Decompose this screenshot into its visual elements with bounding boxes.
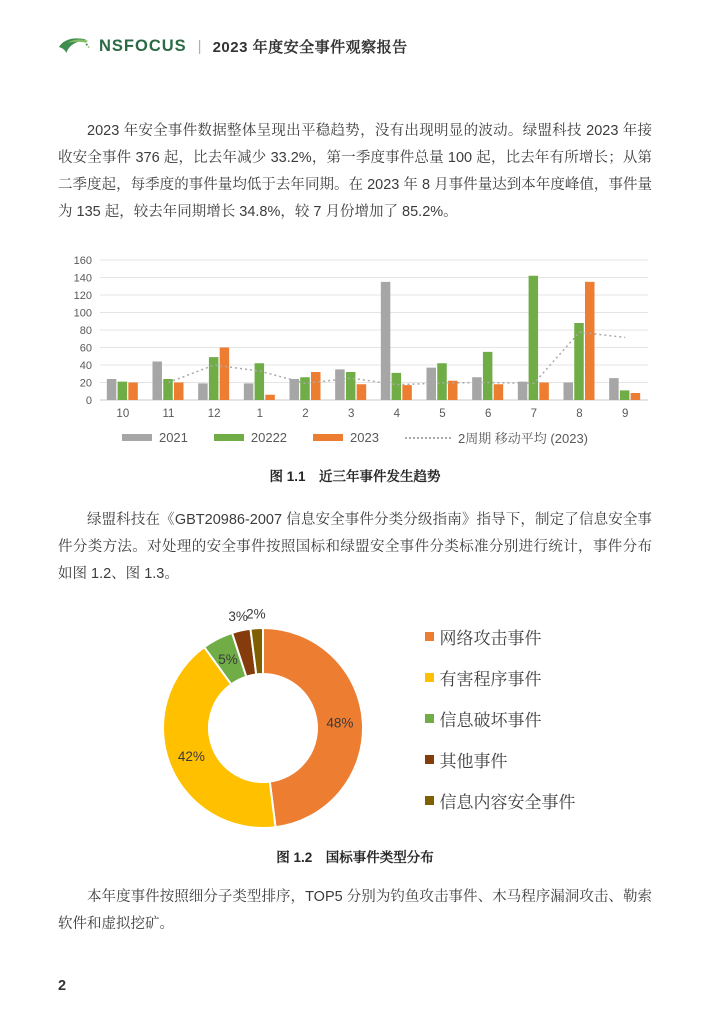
legend-swatch	[214, 434, 244, 441]
y-axis-tick-label: 120	[73, 290, 92, 302]
x-axis-tick-label: 6	[484, 408, 492, 420]
legend-label: 网络攻击事件	[439, 628, 542, 648]
legend-label: 2023	[350, 430, 379, 445]
bar-2021-month-2	[290, 379, 300, 400]
bar-2021-month-11	[153, 362, 163, 401]
legend-item-2021	[122, 430, 188, 445]
donut-figure	[58, 598, 652, 838]
x-axis-tick-label: 12	[207, 408, 221, 420]
legend-label: 2周期 移动平均 (2023)	[457, 431, 589, 446]
x-axis-tick-label: 7	[530, 408, 538, 420]
donut-chart-event-types	[135, 598, 391, 838]
y-axis-tick-label: 40	[79, 360, 92, 372]
x-axis-tick-label: 8	[576, 408, 583, 420]
y-axis-tick-label: 100	[73, 307, 92, 320]
bar-chart-monthly-events	[58, 252, 652, 422]
legend-label: 2021	[158, 430, 188, 445]
legend-item-2023	[313, 430, 379, 445]
report-title: 2023 年度安全事件观察报告	[212, 38, 408, 56]
legend-item-moving-average	[405, 428, 588, 447]
bar-2023-month-12	[220, 348, 230, 401]
page-number: 2	[58, 978, 67, 994]
bar-2021-month-6	[472, 377, 482, 400]
paragraph-classification: 绿盟科技在《GBT20986-2007 信息安全事件分类分级指南》指导下，制定了信息安全事件分类方法。对处理的安全事件按照国标和绿盟安全事件分类标准分别进行统计，事件分布如图 1.2、图 1.3。	[58, 512, 652, 582]
bar-2021-month-9	[609, 378, 619, 400]
donut-legend-item-信息破坏事件	[425, 706, 576, 731]
donut-value-label: 42%	[177, 748, 205, 764]
paragraph-overview: 2023 年安全事件数据整体呈现出平稳趋势，没有出现明显的波动。绿盟科技 2023 年接收安全事件 376 起，比去年减少 33.2%，第一季度事件总量 100 起，比去年有所增长；从第二季度起，每季度的事件量均低于去年同期。在 2023 年 8 月事件量达到本年度峰值，事件量为 135 起，较去年同期增长 34.8%，较 7 月份增加了 85.2%。	[58, 123, 652, 220]
x-axis-tick-label: 1	[256, 408, 264, 420]
bar-20222-month-11	[163, 379, 173, 400]
bar-2023-month-7	[539, 383, 549, 401]
donut-value-label: 2%	[245, 606, 266, 622]
y-axis-tick-label: 20	[79, 377, 92, 390]
legend-dotted-line	[405, 437, 451, 439]
bar-2021-month-12	[198, 383, 208, 400]
bar-20222-month-4	[392, 373, 402, 400]
donut-chart-legend	[425, 624, 576, 813]
figure1-caption: 图 1.1 近三年事件发生趋势	[269, 469, 441, 484]
donut-legend-item-有害程序事件	[425, 665, 576, 690]
y-axis-tick-label: 160	[73, 255, 92, 267]
bar-20222-month-9	[620, 390, 630, 400]
legend-label: 信息破坏事件	[439, 710, 542, 730]
bar-2021-month-4	[381, 282, 391, 400]
bar-2021-month-3	[335, 369, 345, 400]
legend-label: 信息内容安全事件	[439, 792, 576, 812]
legend-label: 20222	[250, 430, 288, 445]
paragraph-top5: 本年度事件按照细分子类型排序，TOP5 分别为钓鱼攻击事件、木马程序漏洞攻击、勒索软件和虚拟挖矿。	[58, 889, 652, 932]
legend-item-20222	[214, 430, 287, 445]
x-axis-tick-label: 2	[302, 408, 309, 420]
donut-legend-item-其他事件	[425, 747, 576, 772]
bar-20222-month-1	[255, 363, 264, 400]
donut-value-label: 3%	[227, 609, 248, 625]
bar-2023-month-2	[311, 372, 321, 400]
y-axis-tick-label: 140	[73, 272, 92, 285]
legend-swatch	[425, 673, 434, 682]
legend-swatch	[425, 755, 434, 764]
bar-20222-month-3	[346, 372, 356, 400]
bar-2023-month-1	[265, 395, 275, 400]
y-axis-tick-label: 80	[79, 325, 92, 337]
report-page	[0, 34, 710, 938]
bar-2023-month-10	[128, 383, 138, 401]
x-axis-tick-label: 9	[621, 408, 629, 420]
legend-swatch	[425, 796, 434, 805]
bar-2021-month-1	[244, 383, 254, 400]
bar-20222-month-6	[483, 352, 493, 400]
bar-chart-legend	[58, 428, 652, 447]
legend-swatch	[122, 434, 152, 441]
y-axis-tick-label: 60	[79, 342, 92, 355]
legend-label: 其他事件	[439, 751, 508, 771]
donut-value-label: 5%	[217, 651, 238, 667]
x-axis-tick-label: 3	[347, 408, 355, 420]
bar-2023-month-3	[357, 384, 367, 400]
bar-20222-month-2	[300, 377, 310, 400]
x-axis-tick-label: 11	[162, 408, 175, 420]
bar-2023-month-8	[585, 282, 595, 400]
nsfocus-logo-icon	[58, 36, 90, 56]
legend-swatch	[425, 632, 434, 641]
bar-20222-month-12	[209, 357, 219, 400]
legend-label: 有害程序事件	[439, 669, 542, 689]
bar-20222-month-10	[118, 382, 128, 400]
x-axis-tick-label: 4	[393, 408, 401, 420]
bar-2023-month-5	[448, 381, 458, 400]
brand-name: NSFOCUS	[99, 36, 187, 55]
bar-2023-month-6	[494, 384, 504, 400]
bar-2023-month-4	[402, 385, 412, 400]
donut-legend-item-网络攻击事件	[425, 624, 576, 649]
bar-2023-month-11	[174, 383, 184, 401]
header-divider: |	[197, 37, 202, 55]
x-axis-tick-label: 5	[439, 408, 446, 420]
bar-2023-month-9	[631, 393, 641, 400]
y-axis-tick-label: 0	[85, 395, 92, 407]
bar-2021-month-7	[518, 382, 528, 400]
bar-20222-month-7	[529, 276, 539, 400]
bar-2021-month-10	[107, 379, 117, 400]
legend-swatch	[313, 434, 343, 441]
figure2-caption: 图 1.2 国标事件类型分布	[276, 850, 434, 865]
bar-2021-month-8	[564, 383, 574, 401]
x-axis-tick-label: 10	[116, 408, 130, 420]
donut-legend-item-信息内容安全事件	[425, 788, 576, 813]
bar-20222-month-5	[437, 363, 447, 400]
donut-value-label: 48%	[325, 715, 353, 731]
legend-swatch	[425, 714, 434, 723]
bar-20222-month-8	[574, 323, 584, 400]
page-header	[58, 34, 652, 58]
